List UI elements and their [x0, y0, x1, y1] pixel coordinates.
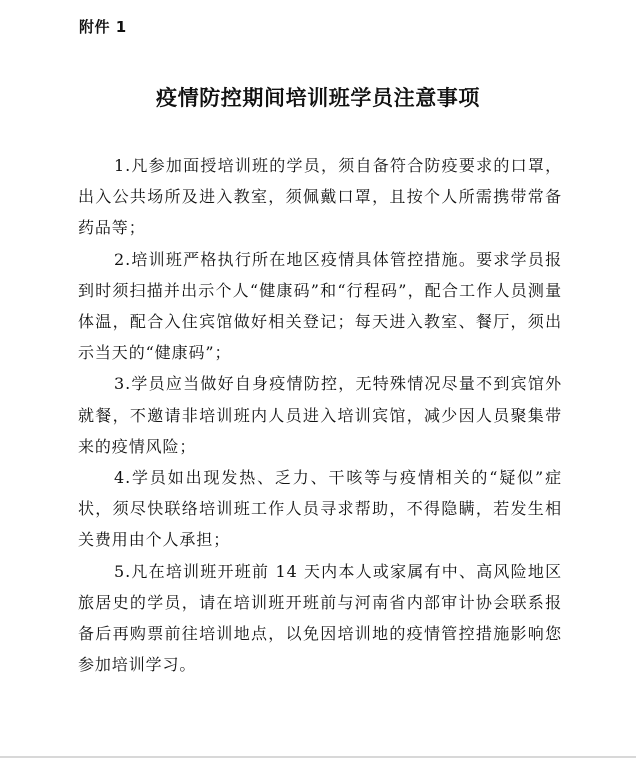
- paragraph-2: 2.培训班严格执行所在地区疫情具体管控措施。要求学员报到时须扫描并出示个人“健康码”和“行程码”，配合工作人员测量体温，配合入住宾馆做好相关登记；每天进入教室、餐厅，须出示当天的“健康码”；: [78, 249, 562, 363]
- paragraph-3: 3.学员应当做好自身疫情防控，无特殊情况尽量不到宾馆外就餐，不邀请非培训班内人员进入培训宾馆，减少因人员聚集带来的疫情风险；: [78, 374, 562, 456]
- paragraph-4: 4.学员如出现发热、乏力、干咳等与疫情相关的“疑似”症状，须尽快联络培训班工作人员寻求帮助，不得隐瞒，若发生相关费用由个人承担；: [78, 468, 562, 550]
- attachment-label: 附件 1: [79, 18, 127, 36]
- paragraph-5: 5.凡在培训班开班前 14 天内本人或家属有中、高风险地区旅居史的学员，请在培训班开班前与河南省内部审计协会联系报备后再购票前往培训地点，以免因培训地的疫情管控措施影响您参加培训学习。: [78, 561, 562, 675]
- paragraph-1: 1.凡参加面授培训班的学员，须自备符合防疫要求的口罩，出入公共场所及进入教室，须佩戴口罩，且按个人所需携带常备药品等；: [78, 156, 562, 238]
- document-title: 疫情防控期间培训班学员注意事项: [156, 86, 480, 110]
- document-body: [78, 150, 562, 680]
